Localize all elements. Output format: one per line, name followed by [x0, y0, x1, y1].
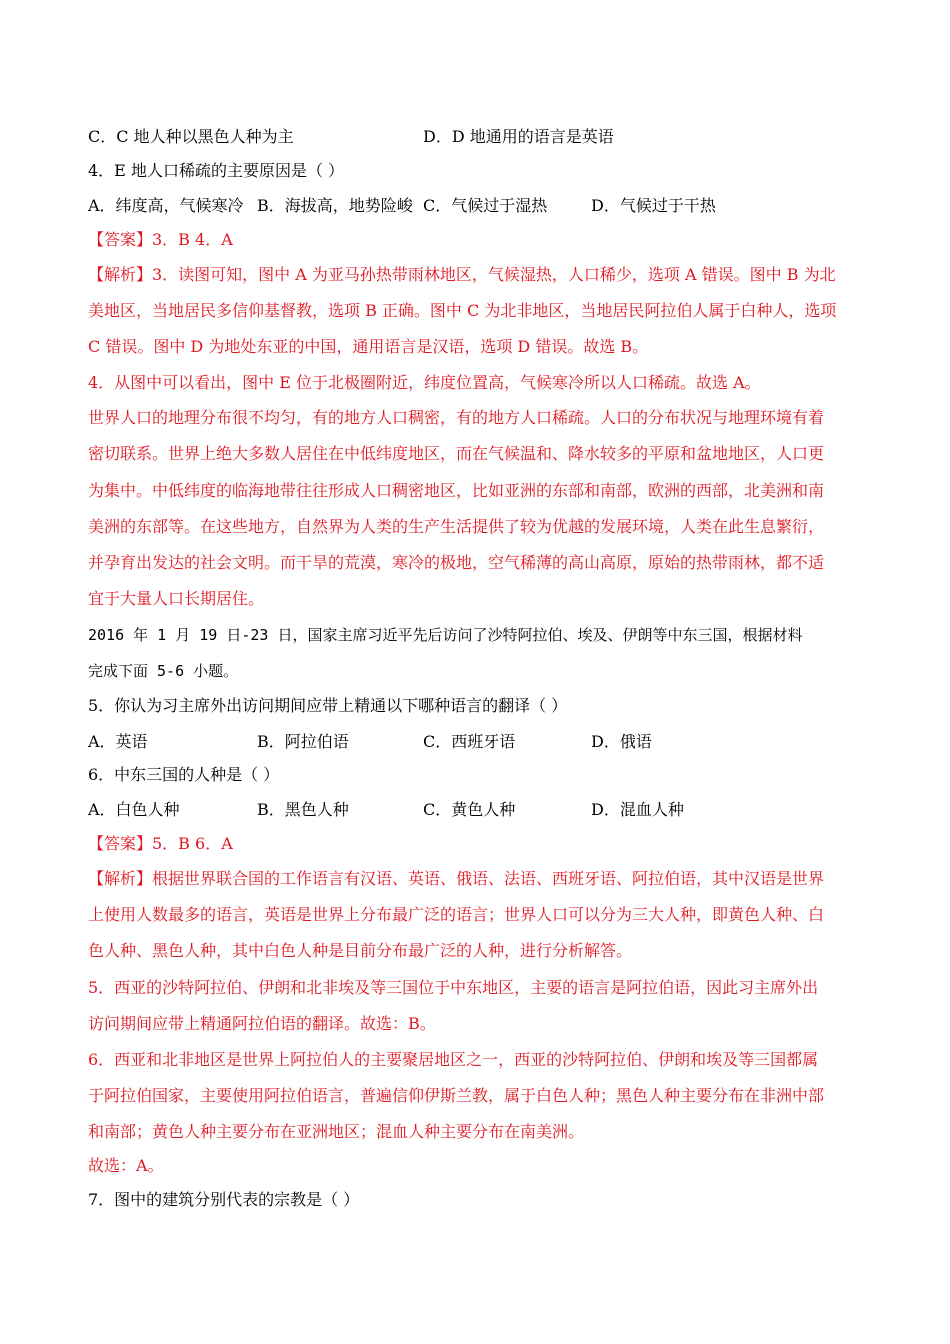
analysis-line: 6．西亚和北非地区是世界上阿拉伯人的主要聚居地区之一，西亚的沙特阿拉伯、伊朗和埃及等三国都属 — [88, 1050, 819, 1069]
material-line: 完成下面 5-6 小题。 — [88, 662, 239, 680]
q7-stem: 7．图中的建筑分别代表的宗教是（ ） — [88, 1190, 360, 1209]
q4-option-d: D．气候过于干热 — [591, 196, 716, 215]
analysis-line: 故选：A。 — [88, 1156, 164, 1175]
analysis-line: 并孕育出发达的社会文明。而干旱的荒漠，寒冷的极地，空气稀薄的高山高原，原始的热带雨林，都不适 — [88, 553, 825, 572]
q6-option-d: D．混血人种 — [591, 800, 684, 819]
q6-stem: 6．中东三国的人种是（ ） — [88, 765, 280, 784]
q4-option-c: C．气候过于湿热 — [423, 196, 548, 215]
q3-option-d: D．D 地通用的语言是英语 — [423, 127, 614, 146]
material-line: 2016 年 1 月 19 日-23 日，国家主席习近平先后访问了沙特阿拉伯、埃及、伊朗等中东三国，根据材料 — [88, 626, 803, 644]
analysis-line: 色人种、黑色人种，其中白色人种是目前分布最广泛的人种，进行分析解答。 — [88, 941, 633, 960]
q5-stem: 5．你认为习主席外出访问期间应带上精通以下哪种语言的翻译（ ） — [88, 696, 568, 715]
q6-option-c: C．黄色人种 — [423, 800, 516, 819]
analysis-line: 4．从图中可以看出，图中 E 位于北极圈附近，纬度位置高，气候寒冷所以人口稀疏。故选 A。 — [88, 373, 761, 392]
answer-5-6: 【答案】5．B 6．A — [88, 834, 233, 853]
q4-option-a: A．纬度高，气候寒冷 — [88, 196, 244, 215]
answer-3-4: 【答案】3．B 4．A — [88, 230, 233, 249]
analysis-line: 【解析】根据世界联合国的工作语言有汉语、英语、俄语、法语、西班牙语、阿拉伯语，其中汉语是世界 — [88, 869, 825, 888]
q5-option-a: A．英语 — [88, 732, 148, 751]
analysis-line: 美洲的东部等。在这些地方，自然界为人类的生产生活提供了较为优越的发展环境，人类在此生息繁衍， — [88, 517, 825, 536]
analysis-line: 美地区，当地居民多信仰基督教，选项 B 正确。图中 C 为北非地区，当地居民阿拉伯人属于白种人，选项 — [88, 301, 837, 320]
analysis-line: C 错误。图中 D 为地处东亚的中国，通用语言是汉语，选项 D 错误。故选 B。 — [88, 337, 649, 356]
analysis-line: 【解析】3．读图可知，图中 A 为亚马孙热带雨林地区，气候湿热，人口稀少，选项 A 错误。图中 B 为北 — [88, 265, 836, 284]
q5-option-d: D．俄语 — [591, 732, 652, 751]
q6-option-a: A．白色人种 — [88, 800, 180, 819]
q4-stem: 4．E 地人口稀疏的主要原因是（ ） — [88, 161, 345, 180]
analysis-line: 为集中。中低纬度的临海地带往往形成人口稠密地区，比如亚洲的东部和南部，欧洲的西部，北美洲和南 — [88, 481, 825, 500]
analysis-line: 宜于大量人口长期居住。 — [88, 589, 265, 608]
q4-option-b: B．海拔高，地势险峻 — [257, 196, 413, 215]
analysis-line: 密切联系。世界上绝大多数人居住在中低纬度地区，而在气候温和、降水较多的平原和盆地地区，人口更 — [88, 444, 825, 463]
analysis-line: 世界人口的地理分布很不均匀，有的地方人口稠密，有的地方人口稀疏。人口的分布状况与地理环境有着 — [88, 408, 825, 427]
analysis-line: 5．西亚的沙特阿拉伯、伊朗和北非埃及等三国位于中东地区，主要的语言是阿拉伯语，因此习主席外出 — [88, 978, 819, 997]
analysis-line: 访问期间应带上精通阿拉伯语的翻译。故选：B。 — [88, 1014, 436, 1033]
analysis-line: 和南部；黄色人种主要分布在亚洲地区；混血人种主要分布在南美洲。 — [88, 1122, 585, 1141]
q6-option-b: B．黑色人种 — [257, 800, 349, 819]
q5-option-b: B．阿拉伯语 — [257, 732, 349, 751]
analysis-line: 于阿拉伯国家，主要使用阿拉伯语言，普遍信仰伊斯兰教，属于白色人种；黑色人种主要分布在非洲中部 — [88, 1086, 825, 1105]
analysis-line: 上使用人数最多的语言，英语是世界上分布最广泛的语言；世界人口可以分为三大人种，即黄色人种、白 — [88, 905, 825, 924]
q3-option-c: C．C 地人种以黑色人种为主 — [88, 127, 294, 146]
q5-option-c: C．西班牙语 — [423, 732, 516, 751]
